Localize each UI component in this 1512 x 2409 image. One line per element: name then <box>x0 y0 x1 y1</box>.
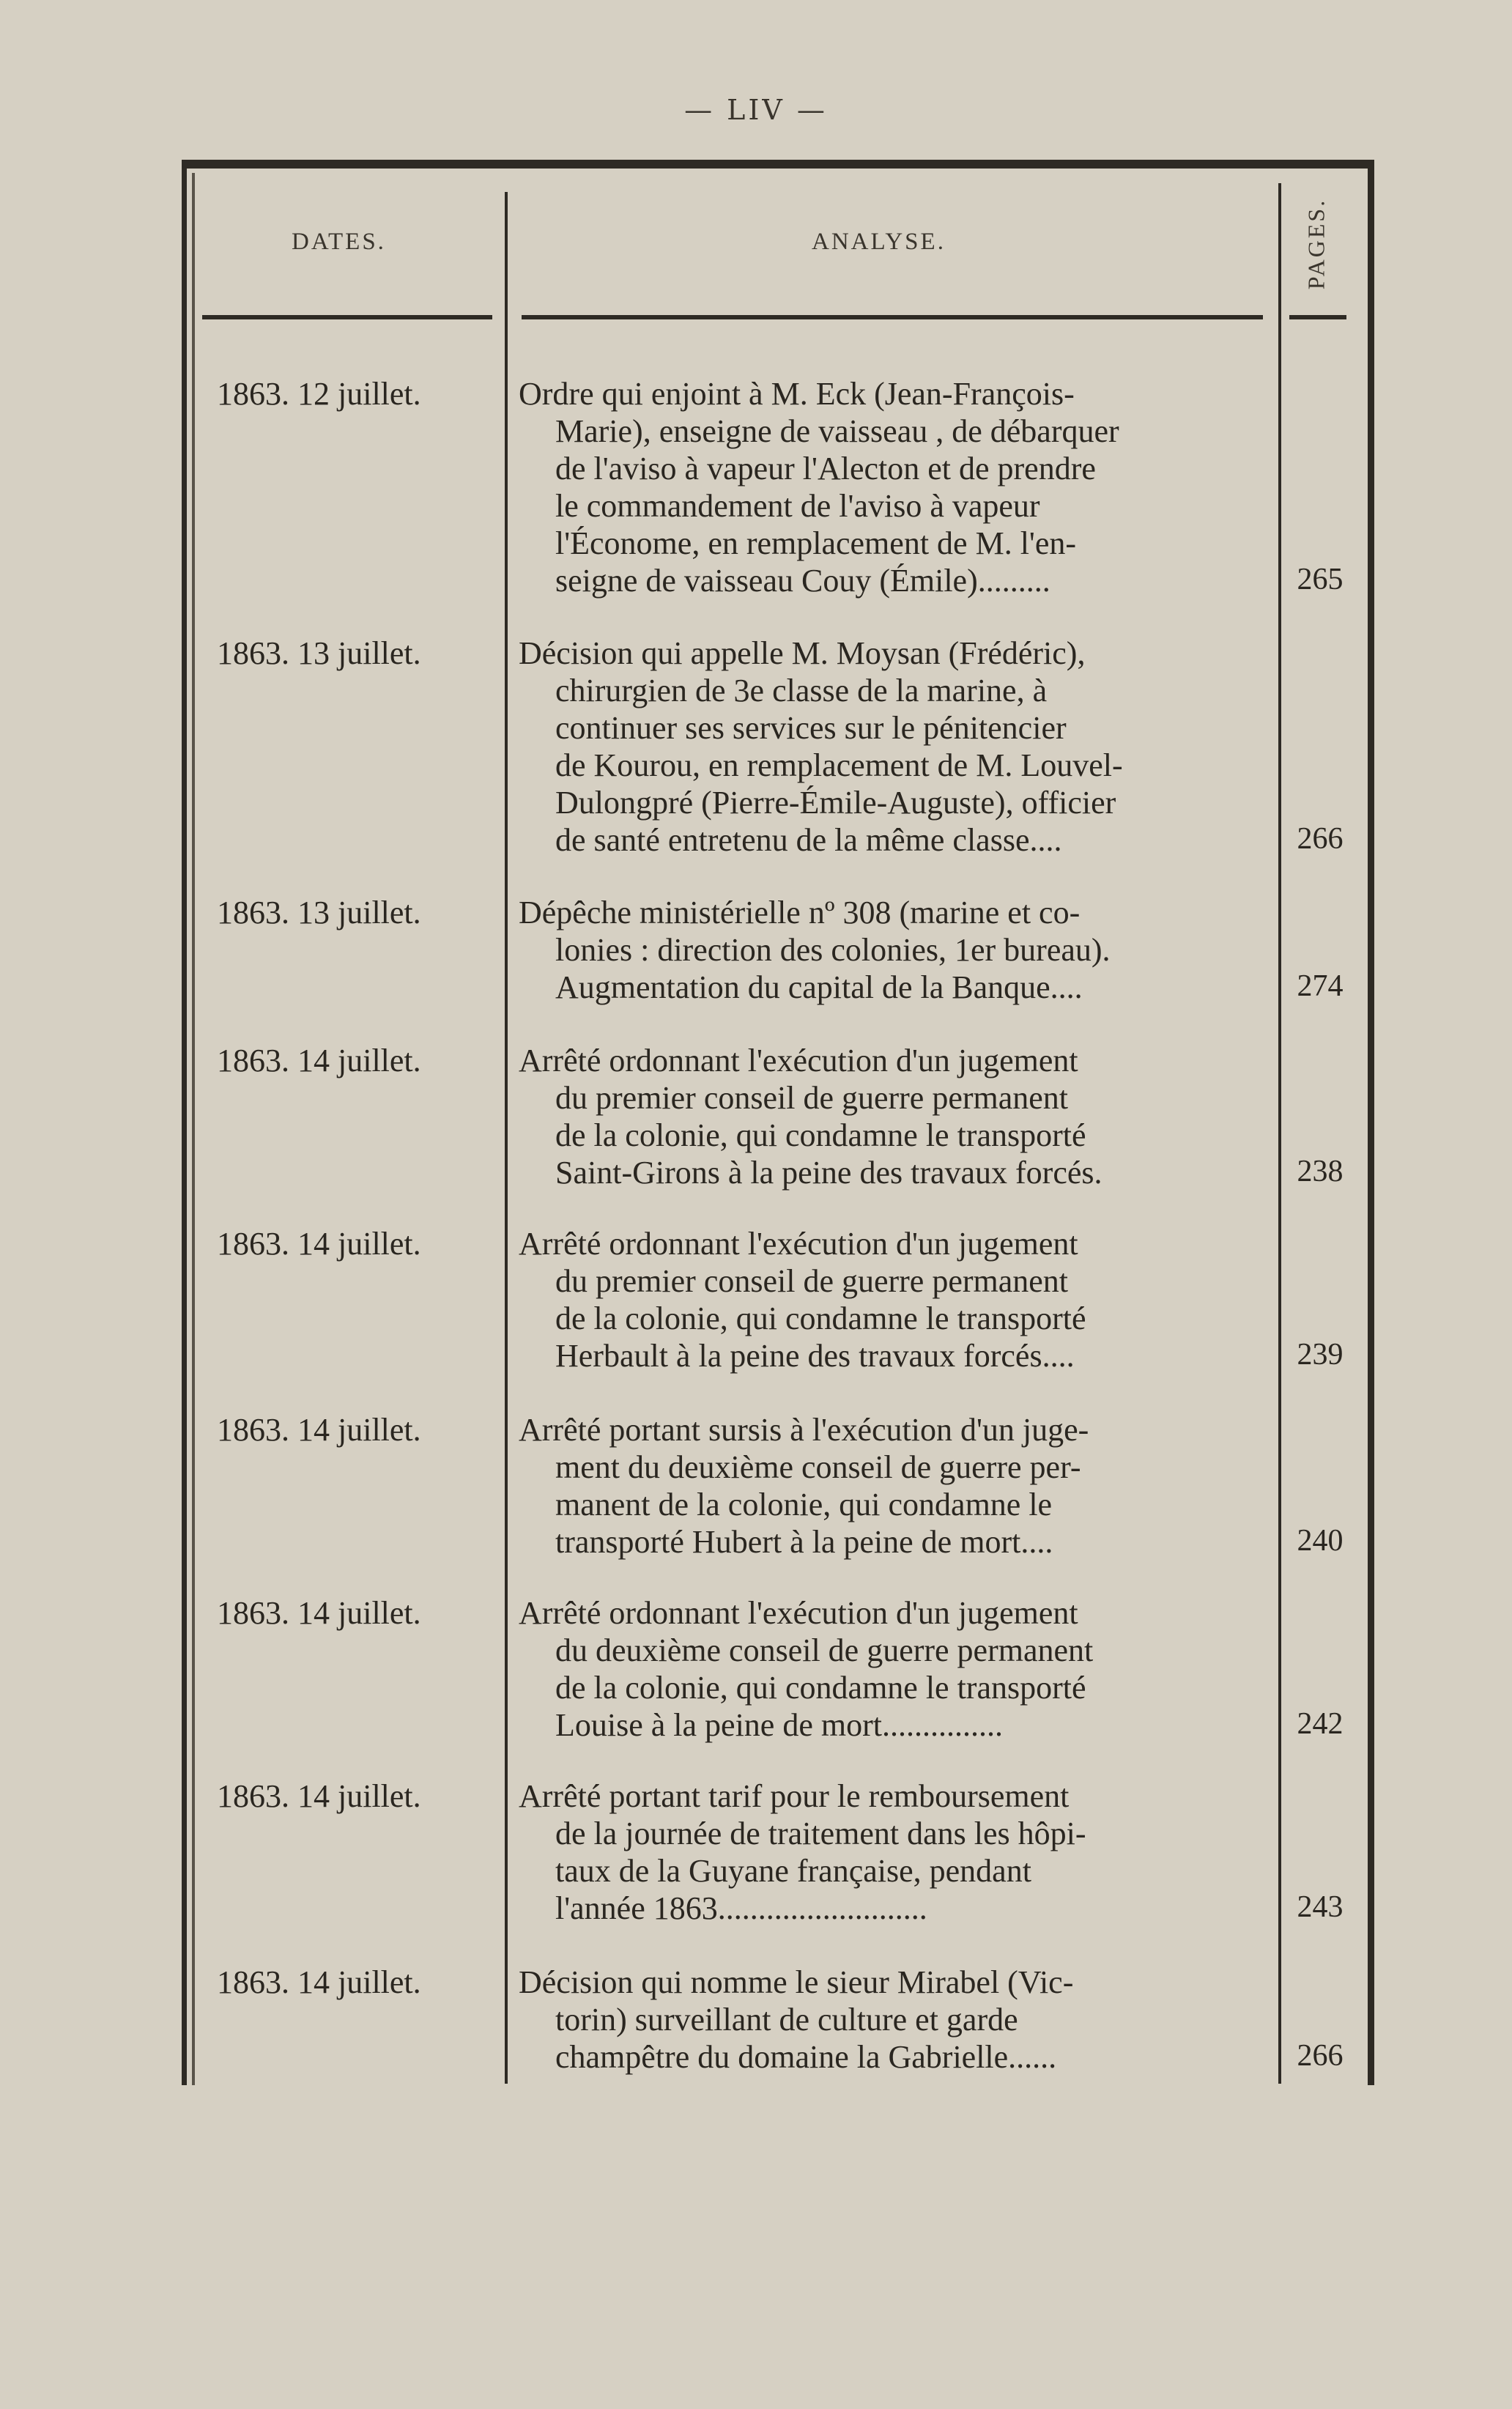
entry-analysis <box>519 1964 1270 2076</box>
analysis-line: ment du deuxième conseil de guerre per- <box>555 1449 1081 1485</box>
entry-analysis <box>519 634 1270 859</box>
analysis-line: Saint-Girons à la peine des travaux forcés. <box>555 1155 1102 1191</box>
header-rule-pages <box>1289 315 1346 319</box>
entry-date: 1863. 14 juillet. <box>217 1778 421 1814</box>
entry-page: 242 <box>1297 1707 1344 1741</box>
entry-analysis <box>519 1594 1270 1744</box>
column-divider-dates <box>505 192 508 2084</box>
entry-date: 1863. 14 juillet. <box>217 1964 421 2000</box>
entry-analysis <box>519 1042 1270 1191</box>
analysis-line: Dulongpré (Pierre-Émile-Auguste), officier <box>555 785 1116 821</box>
entry-analysis <box>519 375 1270 599</box>
analysis-line: chirurgien de 3e classe de la marine, à <box>555 673 1048 708</box>
header-dates: DATES. <box>292 229 386 255</box>
analysis-line: torin) surveillant de culture et garde <box>555 2002 1018 2038</box>
entry-date: 1863. 14 juillet. <box>217 1043 421 1078</box>
entry-date: 1863. 12 juillet. <box>217 376 421 412</box>
entry-page: 240 <box>1297 1524 1344 1558</box>
entry-date: 1863. 14 juillet. <box>217 1412 421 1448</box>
analysis-line: du deuxième conseil de guerre permanent <box>555 1632 1094 1668</box>
analysis-line: Dépêche ministérielle nº 308 (marine et co- <box>519 895 1081 930</box>
analysis-line: Ordre qui enjoint à M. Eck (Jean-François- <box>519 376 1075 412</box>
entry-page: 243 <box>1297 1890 1344 1924</box>
entry-page: 265 <box>1297 563 1344 596</box>
analysis-line: Arrêté ordonnant l'exécution d'un jugement <box>519 1226 1078 1262</box>
analysis-line: l'année 1863.......................... <box>555 1890 927 1926</box>
analysis-line: Arrêté portant sursis à l'exécution d'un juge- <box>519 1412 1089 1448</box>
analysis-line: Herbault à la peine des travaux forcés.... <box>555 1338 1075 1374</box>
entry-page: 266 <box>1297 822 1344 856</box>
analysis-line: l'Économe, en remplacement de M. l'en- <box>555 525 1077 561</box>
analysis-line: de la journée de traitement dans les hôpi- <box>555 1816 1086 1851</box>
entry-analysis <box>519 1225 1270 1374</box>
column-divider-pages <box>1278 183 1281 2084</box>
analysis-line: le commandement de l'aviso à vapeur <box>555 488 1040 524</box>
analysis-line: lonies : direction des colonies, 1er bureau). <box>555 932 1111 968</box>
frame-inner-rule <box>192 173 195 2085</box>
entry-date: 1863. 14 juillet. <box>217 1226 421 1262</box>
analysis-line: continuer ses services sur le pénitencier <box>555 710 1067 746</box>
analysis-line: Décision qui nomme le sieur Mirabel (Vic- <box>519 1964 1074 2000</box>
analysis-line: Arrêté ordonnant l'exécution d'un jugement <box>519 1043 1078 1078</box>
header-pages-label: PAGES. <box>1302 198 1330 290</box>
entry-analysis <box>519 894 1270 1006</box>
header-pages <box>1287 189 1346 299</box>
entry-analysis <box>519 1411 1270 1561</box>
analysis-line: du premier conseil de guerre permanent <box>555 1080 1069 1116</box>
analysis-line: du premier conseil de guerre permanent <box>555 1263 1069 1299</box>
analysis-line: taux de la Guyane française, pendant <box>555 1853 1031 1889</box>
analysis-line: de la colonie, qui condamne le transporté <box>555 1300 1086 1336</box>
analysis-line: Louise à la peine de mort............... <box>555 1707 1003 1743</box>
analysis-line: transporté Hubert à la peine de mort.... <box>555 1524 1053 1560</box>
header-analyse: ANALYSE. <box>812 229 946 255</box>
entry-page: 238 <box>1297 1155 1344 1188</box>
analysis-line: Arrêté ordonnant l'exécution d'un jugement <box>519 1595 1078 1631</box>
analysis-line: Marie), enseigne de vaisseau , de débarquer <box>555 413 1119 449</box>
header-rule-dates <box>202 315 492 319</box>
entry-analysis <box>519 1777 1270 1927</box>
analysis-line: de l'aviso à vapeur l'Alecton et de prendre <box>555 451 1096 486</box>
analysis-line: de la colonie, qui condamne le transporté <box>555 1117 1086 1153</box>
entry-date: 1863. 13 juillet. <box>217 895 421 930</box>
entry-date: 1863. 13 juillet. <box>217 635 421 671</box>
analysis-line: seigne de vaisseau Couy (Émile)......... <box>555 563 1050 599</box>
analysis-line: de santé entretenu de la même classe.... <box>555 822 1062 858</box>
header-rule-analyse <box>522 315 1263 319</box>
analysis-line: de Kourou, en remplacement de M. Louvel- <box>555 747 1123 783</box>
entry-page: 239 <box>1297 1338 1344 1372</box>
page-number: — LIV — <box>684 94 828 126</box>
analysis-line: manent de la colonie, qui condamne le <box>555 1487 1053 1522</box>
entry-page: 266 <box>1297 2039 1344 2073</box>
analysis-line: Décision qui appelle M. Moysan (Frédéric), <box>519 635 1086 671</box>
entry-page: 274 <box>1297 969 1344 1003</box>
entry-date: 1863. 14 juillet. <box>217 1595 421 1631</box>
analysis-line: champêtre du domaine la Gabrielle...... <box>555 2039 1057 2075</box>
analysis-line: Arrêté portant tarif pour le remboursement <box>519 1778 1070 1814</box>
analysis-line: de la colonie, qui condamne le transporté <box>555 1670 1086 1706</box>
analysis-line: Augmentation du capital de la Banque.... <box>555 969 1083 1005</box>
